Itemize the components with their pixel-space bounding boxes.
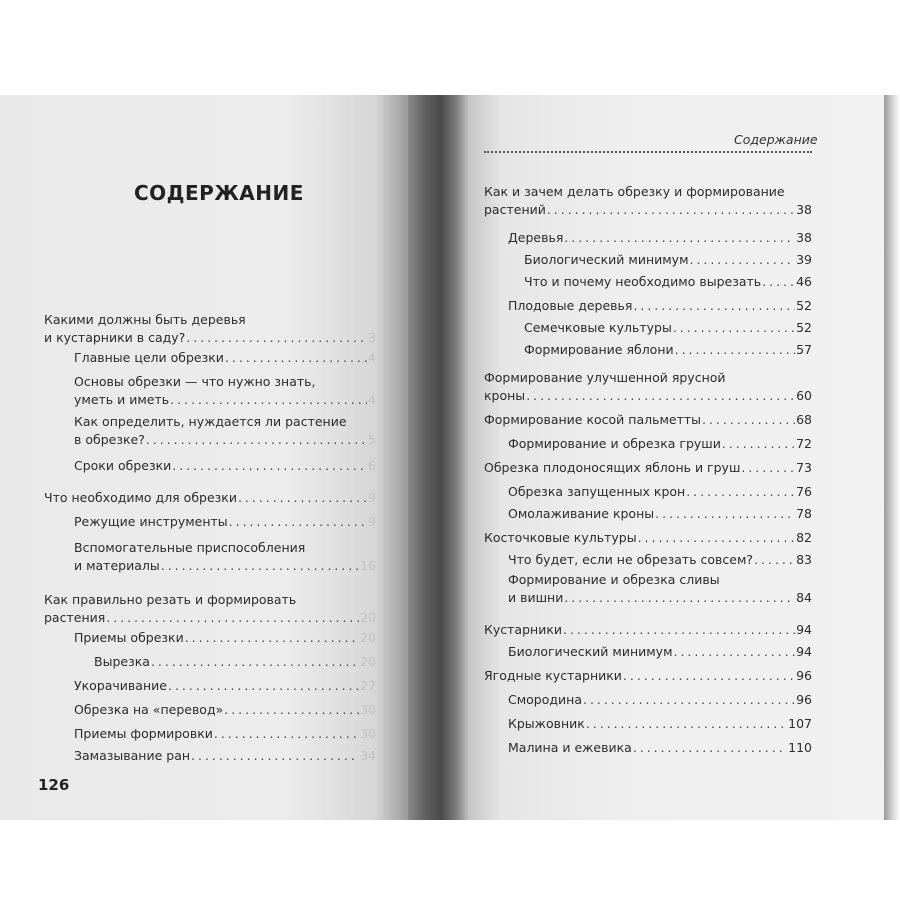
- toc-entry-title: Вспомогательные приспособления: [74, 540, 306, 555]
- leader-dots: [161, 558, 359, 573]
- toc-page-number: 16: [360, 558, 376, 573]
- toc-entry-title: Как определить, нуждается ли растение: [74, 414, 347, 429]
- toc-entry-title: кроны: [484, 388, 526, 403]
- toc-entry-title: Омолаживание кроны: [508, 506, 655, 521]
- toc-entry-title: Режущие инструменты: [74, 514, 228, 529]
- toc-page-number: 34: [360, 748, 376, 763]
- toc-entry: [74, 702, 376, 717]
- toc-entry: [74, 432, 376, 447]
- toc-page-number: 110: [788, 740, 812, 755]
- leader-dots: [170, 392, 367, 407]
- toc-page-number: 20: [360, 654, 376, 669]
- toc-entry-title: Формирование и обрезка сливы: [508, 572, 720, 587]
- leader-dots: [638, 530, 795, 545]
- toc-entry: [44, 330, 376, 345]
- toc-page-number: 96: [796, 692, 812, 707]
- toc-entry-line: [484, 184, 785, 199]
- toc-page-number: 82: [796, 530, 812, 545]
- toc-entry: [508, 552, 812, 567]
- toc-entry-title: Ягодные кустарники: [484, 668, 622, 683]
- leader-dots: [675, 342, 795, 357]
- toc-entry-title: Малина и ежевика: [508, 740, 632, 755]
- toc-entry: [508, 298, 812, 313]
- toc-entry: [484, 622, 812, 637]
- toc-page-number: 72: [796, 436, 812, 451]
- toc-entry-title: Как и зачем делать обрезку и формирование: [484, 184, 785, 199]
- leader-dots: [229, 514, 367, 529]
- toc-entry-title: Замазывание ран: [74, 748, 191, 763]
- toc-entry: [524, 252, 812, 267]
- toc-entry-title: Биологический минимум: [508, 644, 673, 659]
- leader-dots: [106, 610, 359, 625]
- leader-dots: [754, 552, 795, 567]
- toc-page-number: 73: [796, 460, 812, 475]
- leader-dots: [762, 274, 795, 289]
- toc-entry: [74, 678, 376, 693]
- leader-dots: [702, 412, 795, 427]
- toc-entry-title: Укорачивание: [74, 678, 167, 693]
- leader-dots: [564, 590, 795, 605]
- toc-entry-title: уметь и иметь: [74, 392, 170, 407]
- leader-dots: [214, 726, 359, 741]
- toc-page-number: 9: [368, 514, 376, 529]
- toc-entry-title: Деревья: [508, 230, 564, 245]
- leader-dots: [583, 692, 795, 707]
- toc-entry-line: [44, 592, 296, 607]
- toc-entry: [74, 726, 376, 741]
- toc-entry-title: Формирование улучшенной ярусной: [484, 370, 726, 385]
- toc-entry: [74, 514, 376, 529]
- toc-entry-line: [74, 374, 316, 389]
- leader-dots: [564, 230, 795, 245]
- toc-entry-title: Кустарники: [484, 622, 562, 637]
- toc-page-number: 94: [796, 622, 812, 637]
- toc-entry: [74, 458, 376, 473]
- toc-page-number: 9: [368, 490, 376, 505]
- toc-page-number: 20: [360, 610, 376, 625]
- leader-dots: [686, 484, 795, 499]
- toc-entry: [524, 274, 812, 289]
- toc-entry: [74, 558, 376, 573]
- toc-entry-title: Что необходимо для обрезки: [44, 490, 237, 505]
- leader-dots: [238, 490, 367, 505]
- toc-page-number: 30: [360, 726, 376, 741]
- toc-entry-title: Формирование и обрезка груши: [508, 436, 721, 451]
- leader-dots: [224, 702, 359, 717]
- toc-entry-title: растения: [44, 610, 106, 625]
- toc-entry: [44, 610, 376, 625]
- toc-page-number: 27: [360, 678, 376, 693]
- toc-page-number: 4: [368, 392, 376, 407]
- toc-entry-title: Что и почему необходимо вырезать: [524, 274, 762, 289]
- toc-entry-title: и вишни: [508, 590, 564, 605]
- toc-entry-title: и кустарники в саду?: [44, 330, 186, 345]
- toc-entry: [508, 740, 812, 755]
- toc-page-number: 52: [796, 298, 812, 313]
- toc-entry-title: Приемы формировки: [74, 726, 213, 741]
- leader-dots: [225, 350, 367, 365]
- toc-page-number: 6: [368, 458, 376, 473]
- toc-page-number: 3: [368, 330, 376, 345]
- leader-dots: [172, 458, 367, 473]
- toc-page-number: 84: [796, 590, 812, 605]
- toc-entry: [484, 530, 812, 545]
- leader-dots: [690, 252, 796, 267]
- leader-dots: [191, 748, 359, 763]
- toc-entry-line: [484, 370, 726, 385]
- toc-entry: [508, 230, 812, 245]
- toc-entry: [524, 320, 812, 335]
- page-edge: [884, 95, 900, 820]
- toc-page-number: 68: [796, 412, 812, 427]
- leader-dots: [151, 654, 359, 669]
- page-title: СОДЕРЖАНИЕ: [134, 181, 304, 205]
- toc-entry-title: Формирование яблони: [524, 342, 674, 357]
- book-gutter: [408, 95, 468, 820]
- leader-dots: [168, 678, 359, 693]
- toc-entry: [508, 644, 812, 659]
- toc-page-number: 4: [368, 350, 376, 365]
- toc-entry: [94, 654, 376, 669]
- toc-page-number: 5: [368, 432, 376, 447]
- toc-entry: [74, 630, 376, 645]
- toc-entry: [484, 388, 812, 403]
- toc-entry: [484, 668, 812, 683]
- toc-page-number: 83: [796, 552, 812, 567]
- toc-entry-line: [44, 312, 246, 327]
- leader-dots: [673, 320, 795, 335]
- toc-entry-line: [74, 540, 305, 555]
- toc-entry: [508, 590, 812, 605]
- toc-entry-title: Что будет, если не обрезать совсем?: [508, 552, 754, 567]
- toc-entry-title: Обрезка плодоносящих яблонь и груш: [484, 460, 741, 475]
- leader-dots: [623, 668, 795, 683]
- toc-page-number: 96: [796, 668, 812, 683]
- leader-dots: [185, 630, 359, 645]
- toc-page-number: 94: [796, 644, 812, 659]
- toc-page-number: 107: [788, 716, 812, 731]
- toc-entry-line: [508, 572, 720, 587]
- toc-entry-title: Как правильно резать и формировать: [44, 592, 297, 607]
- leader-dots: [741, 460, 795, 475]
- toc-page-number: 20: [360, 630, 376, 645]
- leader-dots: [526, 388, 795, 403]
- toc-entry-title: Смородина: [508, 692, 582, 707]
- toc-entry: [484, 460, 812, 475]
- toc-page-number: 46: [796, 274, 812, 289]
- toc-page-number: 38: [796, 230, 812, 245]
- toc-page-number: 76: [796, 484, 812, 499]
- toc-entry: [74, 350, 376, 365]
- toc-entry-title: Семечковые культуры: [524, 320, 672, 335]
- toc-entry-title: Какими должны быть деревья: [44, 312, 246, 327]
- toc-entry-title: Главные цели обрезки: [74, 350, 224, 365]
- leader-dots: [674, 644, 796, 659]
- toc-entry-title: Приемы обрезки: [74, 630, 184, 645]
- leader-dots: [146, 432, 367, 447]
- toc-entry-title: Косточковые культуры: [484, 530, 637, 545]
- toc-entry-line: [74, 414, 347, 429]
- toc-page-number: 60: [796, 388, 812, 403]
- toc-entry-title: Сроки обрезки: [74, 458, 172, 473]
- leader-dots: [547, 202, 795, 217]
- toc-entry-title: Обрезка на «перевод»: [74, 702, 224, 717]
- toc-entry-title: и материалы: [74, 558, 160, 573]
- leader-dots: [633, 298, 795, 313]
- toc-page-number: 52: [796, 320, 812, 335]
- toc-page-number: 38: [796, 202, 812, 217]
- toc-entry: [508, 506, 812, 521]
- toc-entry: [484, 412, 812, 427]
- toc-entry-title: Обрезка запущенных крон: [508, 484, 686, 499]
- toc-entry: [508, 692, 812, 707]
- toc-entry: [44, 490, 376, 505]
- running-head: Содержание: [734, 132, 818, 147]
- toc-entry: [524, 342, 812, 357]
- toc-entry-title: Плодовые деревья: [508, 298, 633, 313]
- toc-entry: [508, 484, 812, 499]
- leader-dots: [633, 740, 787, 755]
- toc-page-number: 57: [796, 342, 812, 357]
- toc-entry-title: Основы обрезки — что нужно знать,: [74, 374, 316, 389]
- toc-page-number: 39: [796, 252, 812, 267]
- toc-entry-title: растений: [484, 202, 546, 217]
- toc-entry-title: Крыжовник: [508, 716, 585, 731]
- toc-entry-title: в обрезке?: [74, 432, 145, 447]
- toc-entry-title: Вырезка: [94, 654, 150, 669]
- leader-dots: [563, 622, 795, 637]
- leader-dots: [655, 506, 795, 521]
- toc-entry-title: Формирование косой пальметты: [484, 412, 702, 427]
- page-number: 126: [38, 776, 70, 794]
- toc-page-number: 78: [796, 506, 812, 521]
- toc-entry: [484, 202, 812, 217]
- toc-page-number: 30: [360, 702, 376, 717]
- toc-entry: [74, 392, 376, 407]
- leader-dots: [586, 716, 787, 731]
- running-head-rule: [484, 151, 812, 153]
- toc-entry: [508, 716, 812, 731]
- toc-entry: [508, 436, 812, 451]
- leader-dots: [722, 436, 795, 451]
- toc-entry-title: Биологический минимум: [524, 252, 689, 267]
- toc-entry: [74, 748, 376, 763]
- leader-dots: [186, 330, 367, 345]
